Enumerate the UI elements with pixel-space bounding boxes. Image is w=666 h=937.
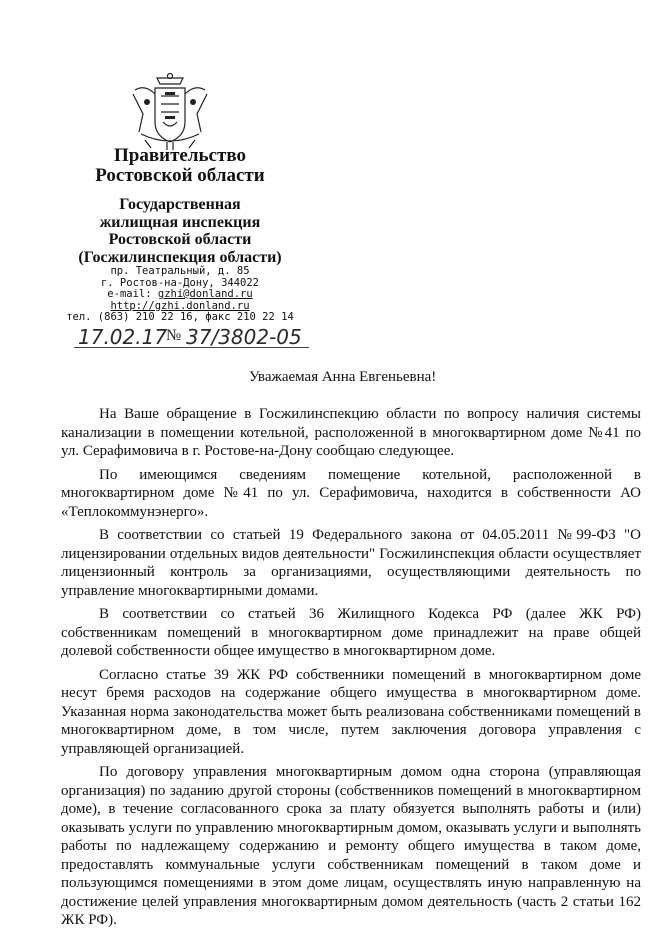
email-link[interactable]: gzhi@donland.ru bbox=[157, 288, 253, 300]
website-link[interactable]: http://gzhi.donland.ru bbox=[110, 299, 250, 312]
gov-line-2: Ростовской области bbox=[95, 165, 265, 186]
paragraph: На Ваше обращение в Госжилинспекцию области по вопросу наличия системы канализации в помещении котельной, расположенной в многоквартирном доме №41 по ул. Серафимовича в г. Ростове-на-Дону сообщаю следующее. bbox=[61, 406, 641, 459]
email-label: e-mail: bbox=[107, 288, 158, 300]
registration-line bbox=[74, 321, 314, 351]
government-title bbox=[60, 146, 300, 186]
registration-underline bbox=[74, 347, 309, 348]
address: пр. Театральный, д. 85 bbox=[110, 265, 250, 277]
number-sign: № bbox=[166, 327, 182, 344]
letter-body bbox=[61, 405, 641, 935]
greeting: Уважаемая Анна Евгеньевна! bbox=[249, 369, 437, 385]
paragraph: В соответствии со статьей 19 Федерального закона от 04.05.2011 №99-ФЗ "О лицензировании отдельных видов деятельности" Госжилинспекция области осуществляет лицензионный контроль за организациями, осуществляющими деятельность по управление многоквартирными домами. bbox=[61, 527, 641, 599]
registration-date: 17.02.17 bbox=[78, 325, 168, 349]
contacts-block bbox=[55, 266, 305, 324]
gov-line-1: Правительство bbox=[114, 145, 246, 166]
paragraph: По договору управления многоквартирным домом одна сторона (управляющая организация) по заданию другой стороны (собственников помещений в многоквартирном доме), в течение согласованного срока за плату обязуется выполнять работы и (или) оказывать услуги по управлению многоквартирным домом, оказывать услуги и выполнять работы по надлежащему содержанию и ремонту общего имущества в таком доме, предоставлять коммунальные услуги собственникам помещений в таком доме и пользующимся помещениями в этом доме лицам, осуществлять иную направленную на достижение целей управления многоквартирным домом деятельность (часть 2 статьи 162 ЖК РФ). bbox=[61, 764, 641, 928]
insp-line-1: Государственная bbox=[119, 196, 241, 213]
inspection-title bbox=[60, 196, 300, 266]
paragraph: Согласно статье 39 ЖК РФ собственники помещений в многоквартирном доме несут бремя расходов на содержание общего имущества в многоквартирном доме. Указанная норма законодательства может быть реализована собственниками помещений в многоквартирном доме, в том числе, путем заключения договора управления с управляющей организацией. bbox=[61, 666, 641, 757]
phones: тел. (863) 210 22 16, факс 210 22 14 bbox=[66, 311, 294, 323]
registration-number: 37/3802-05 bbox=[186, 325, 302, 349]
insp-line-2: жилищная инспекция bbox=[99, 213, 261, 231]
paragraph: По имеющимся сведениям помещение котельной, расположенной в многоквартирном доме №41 по ул. Серафимовича, находится в собственности АО «Теплокоммунэнерго». bbox=[61, 466, 641, 520]
paragraph: В соответствии со статьей 36 Жилищного Кодекса РФ (далее ЖК РФ) собственникам помещений в многоквартирном доме принадлежит на праве общей долевой собственности общее имущество в многоквартирном доме. bbox=[61, 606, 641, 659]
email-row bbox=[55, 289, 305, 301]
coat-of-arms-icon bbox=[127, 72, 213, 152]
insp-line-3: Ростовской области bbox=[108, 231, 252, 248]
insp-line-4: (Госжилинспекция области) bbox=[78, 248, 282, 266]
city: г. Ростов-на-Дону, 344022 bbox=[100, 276, 260, 289]
